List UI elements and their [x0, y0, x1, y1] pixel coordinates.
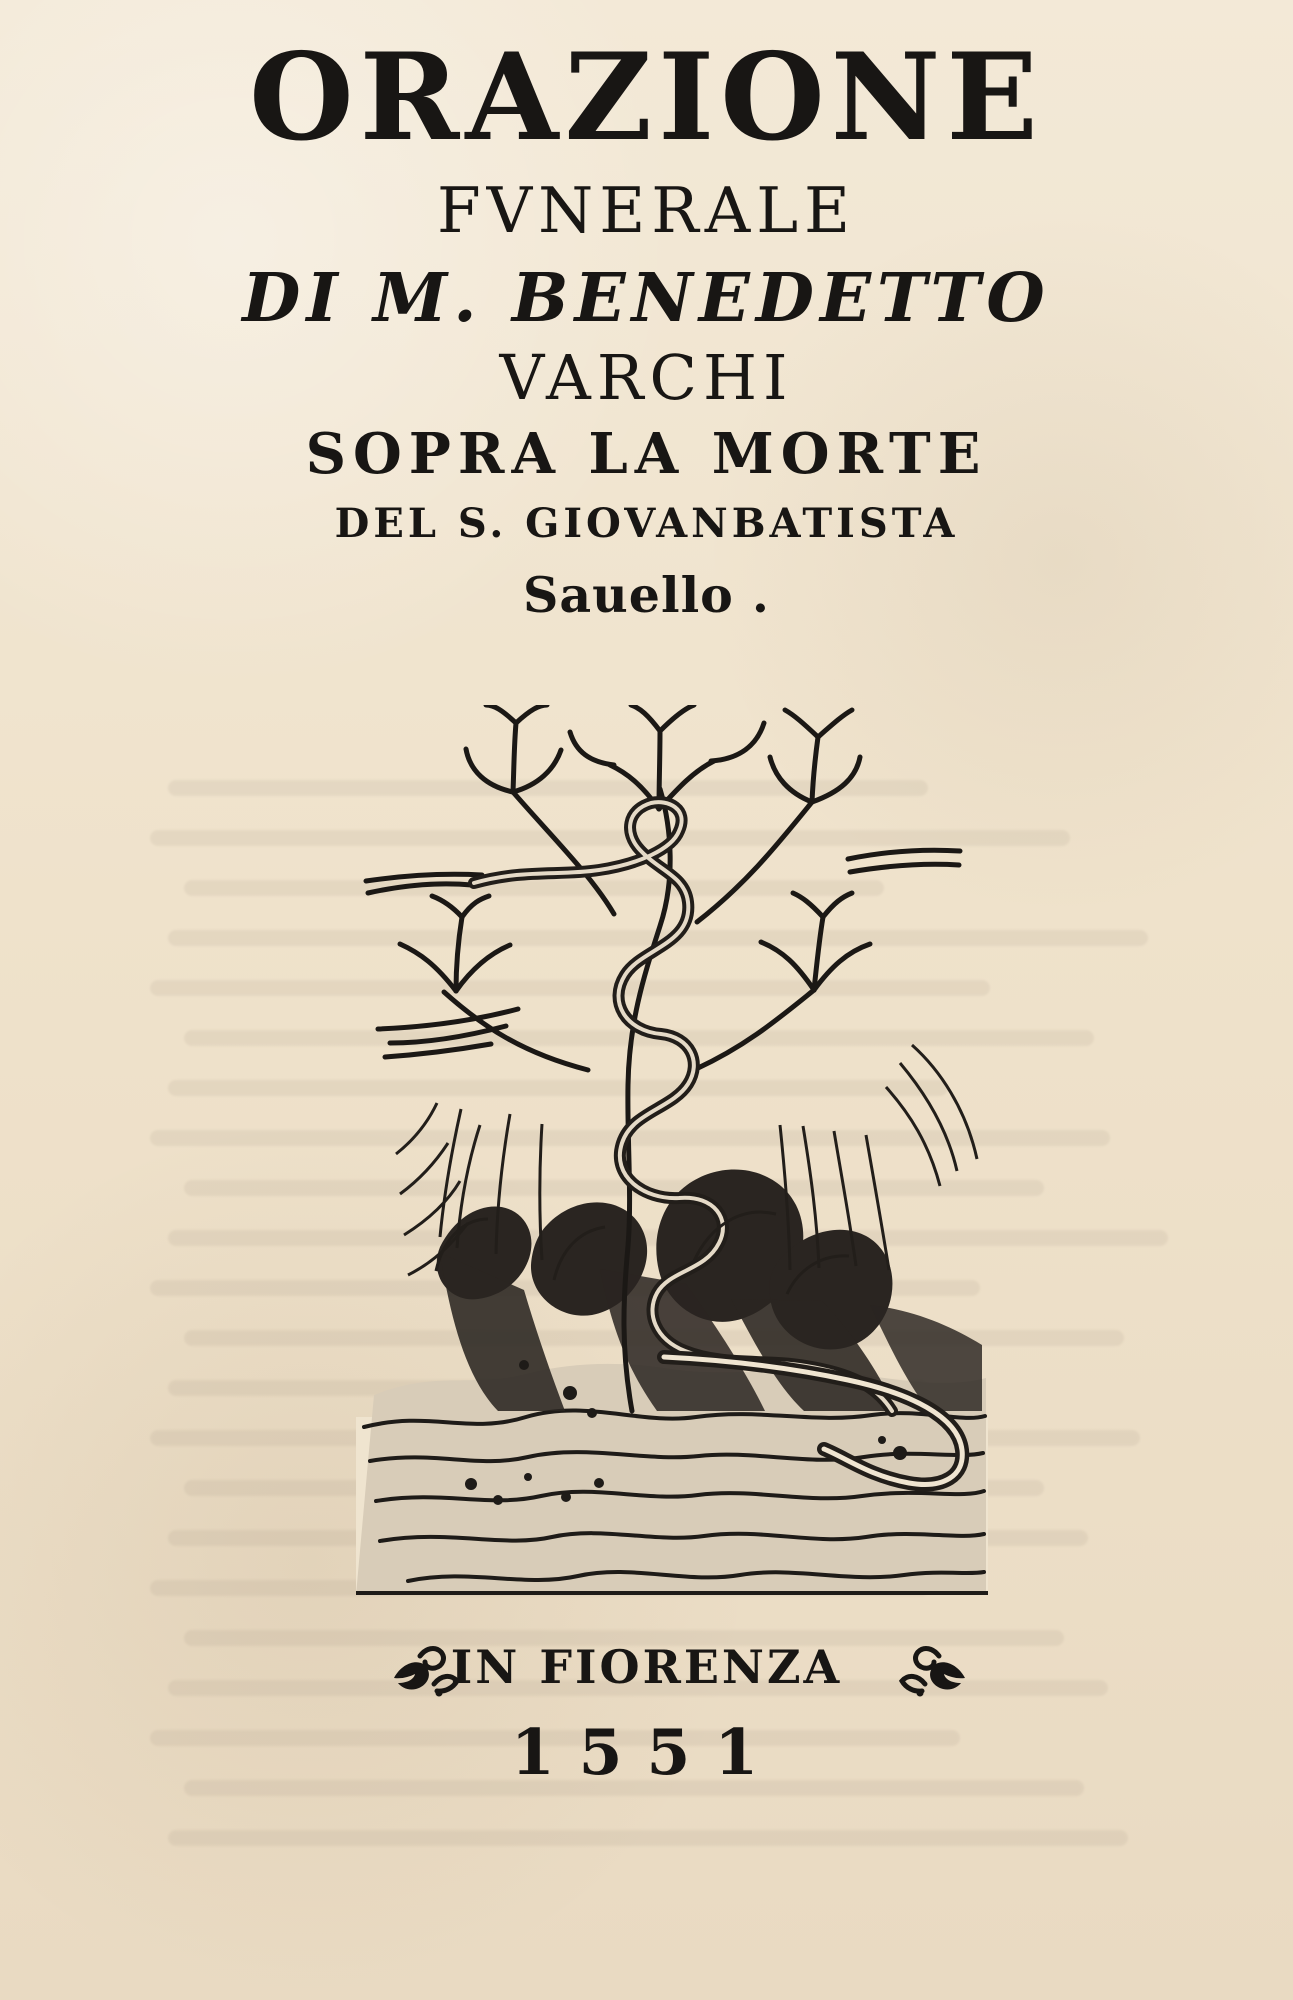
title-line-1: FVNERALE: [436, 174, 857, 247]
show-through-line: [168, 1830, 1128, 1846]
title-line-2: DI M. BENEDETTO: [242, 258, 1051, 337]
title-line-3: VARCHI: [499, 341, 794, 414]
serpent-and-flowers-woodcut-icon: [356, 705, 988, 1595]
title-line-6: Sauello .: [523, 566, 770, 624]
imprint-year: 1551: [510, 1715, 783, 1789]
imprint-place: IN FIORENZA: [450, 1640, 843, 1694]
title-line-4: SOPRA LA MORTE: [305, 421, 988, 487]
title-line-5: DEL S. GIOVANBATISTA: [334, 500, 959, 547]
document-title: ORAZIONE: [249, 27, 1044, 168]
